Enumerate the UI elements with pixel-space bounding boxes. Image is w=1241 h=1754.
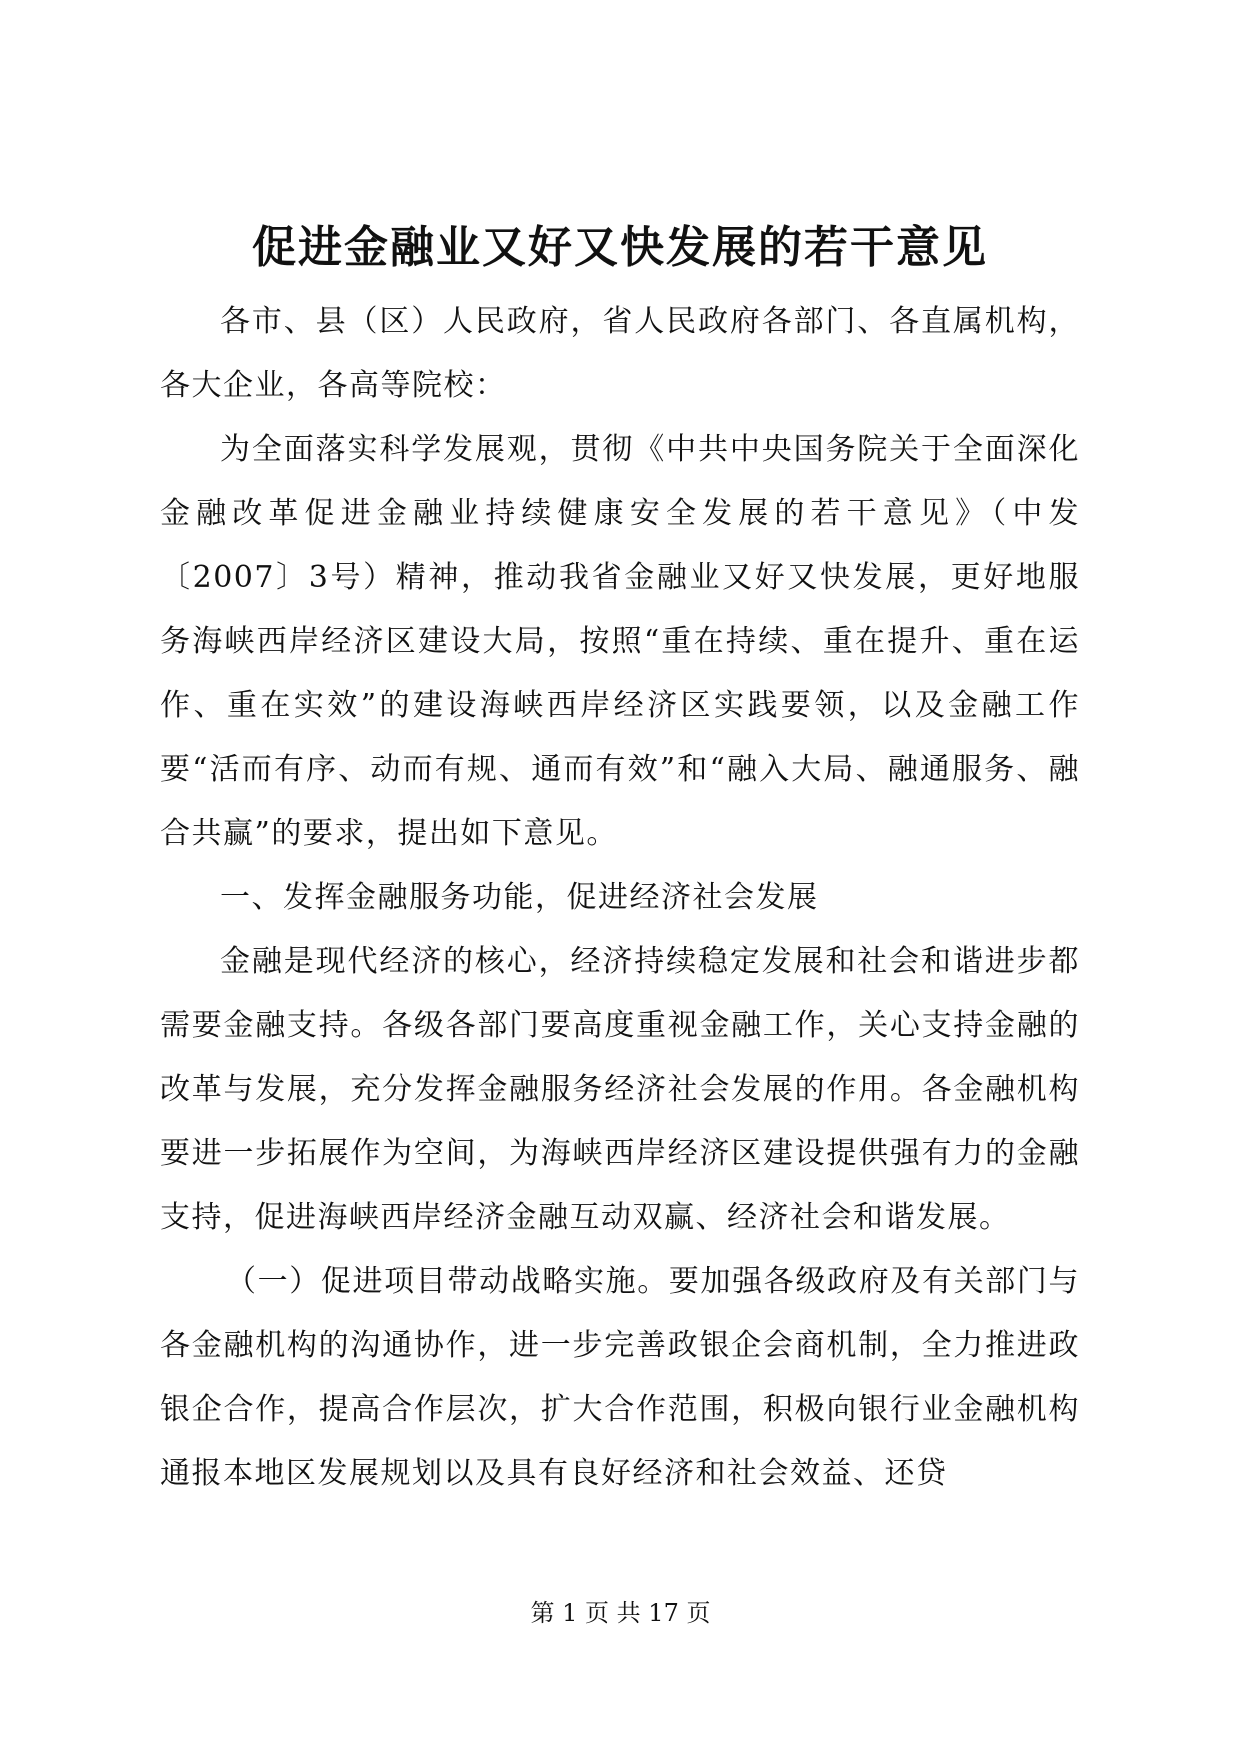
salutation-paragraph: 各市、县（区）人民政府，省人民政府各部门、各直属机构，各大企业，各高等院校： [160, 304, 1080, 403]
section-paragraph: 金融是现代经济的核心，经济持续稳定发展和社会和谐进步都需要金融支持。各级各部门要高度重视金融工作，关心支持金融的改革与发展，充分发挥金融服务经济社会发展的作用。各金融机构要进一步拓展作为空间，为海峡西岸经济区建设提供强有力的金融支持，促进海峡西岸经济金融互动双赢、经济社会和谐发展。 [160, 944, 1080, 1235]
document-title: 促进金融业又好又快发展的若干意见 [252, 222, 988, 273]
section-heading: 一、发挥金融服务功能，促进经济社会发展 [220, 880, 819, 915]
intro-paragraph: 为全面落实科学发展观，贯彻《中共中央国务院关于全面深化金融改革促进金融业持续健康安全发展的若干意见》（中发〔2007〕3号）精神，推动我省金融业又好又快发展，更好地服务海峡西岸经济区建设大局，按照“重在持续、重在提升、重在运作、重在实效”的建设海峡西岸经济区实践要领，以及金融工作要“活而有序、动而有规、通而有效”和“融入大局、融通服务、融合共赢”的要求，提出如下意见。 [160, 432, 1080, 851]
page-footer: 第 1 页 共 17 页 [530, 1599, 711, 1627]
item-paragraph: （一）促进项目带动战略实施。要加强各级政府及有关部门与各金融机构的沟通协作，进一步完善政银企会商机制，全力推进政银企合作，提高合作层次，扩大合作范围，积极向银行业金融机构通报本地区发展规划以及具有良好经济和社会效益、还贷 [160, 1264, 1080, 1491]
document-body [160, 290, 1080, 1506]
